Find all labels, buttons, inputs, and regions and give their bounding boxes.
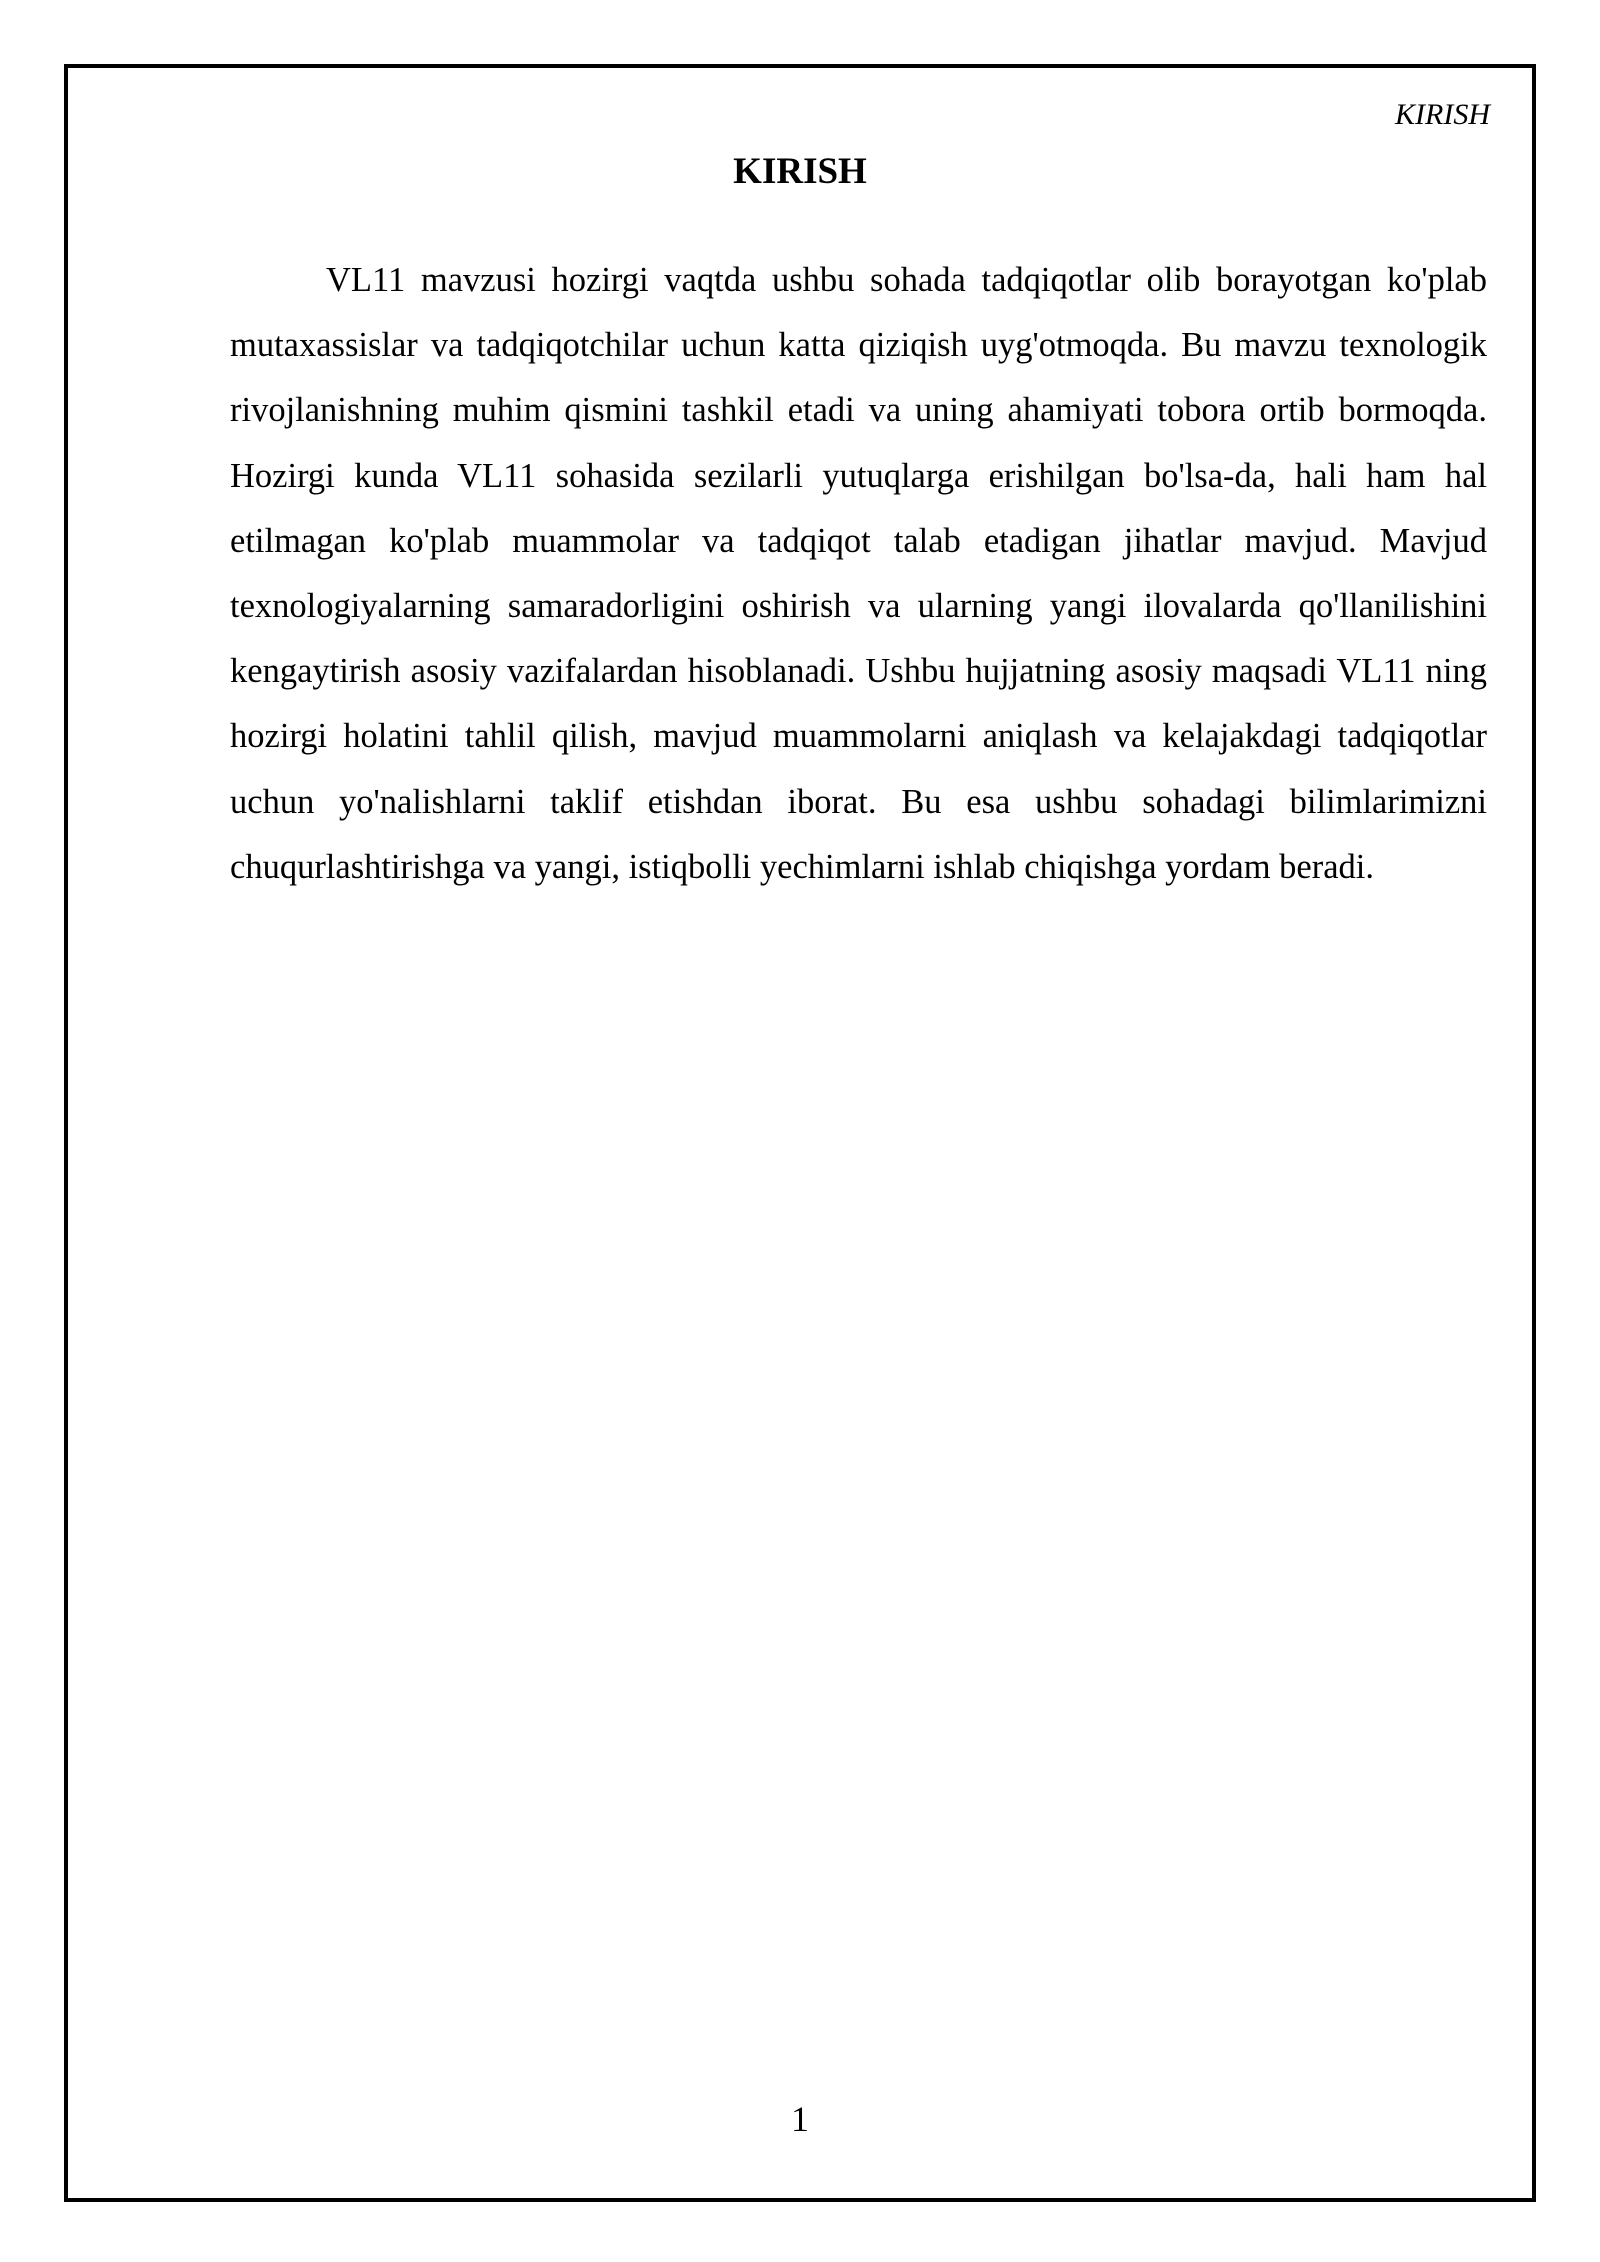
section-title: KIRISH [733,151,867,192]
body-paragraph: VL11 mavzusi hozirgi vaqtda ushbu sohada tadqiqotlar olib borayotgan ko'plab mutaxassislar va tadqiqotchilar uchun katta qiziqish uyg'otmoqda. Bu mavzu texnologik rivojlanishning muhim qismini tashkil etadi va uning ahamiyati tobora ortib bormoqda. Hozirgi kunda VL11 sohasida sezilarli yutuqlarga erishilgan bo'lsa-da, hali ham hal etilmagan ko'plab muammolar va tadqiqot talab etadigan jihatlar mavjud. Mavjud texnologiyalarning samaradorligini oshirish va ularning yangi ilovalarda qo'llanilishini kengaytirish asosiy vazifalardan hisoblanadi. Ushbu hujjatning asosiy maqsadi VL11 ning hozirgi holatini tahlil qilish, mavjud muammolarni aniqlash va kelajakdagi tadqiqotlar uchun yo'nalishlarni taklif etishdan iborat. Bu esa ushbu sohadagi bilimlarimizni chuqurlashtirishga va yangi, istiqbolli yechimlarni ishlab chiqishga yordam beradi. [230,261,1487,886]
page-number: 1 [791,2099,809,2139]
running-header: KIRISH [1395,98,1490,131]
